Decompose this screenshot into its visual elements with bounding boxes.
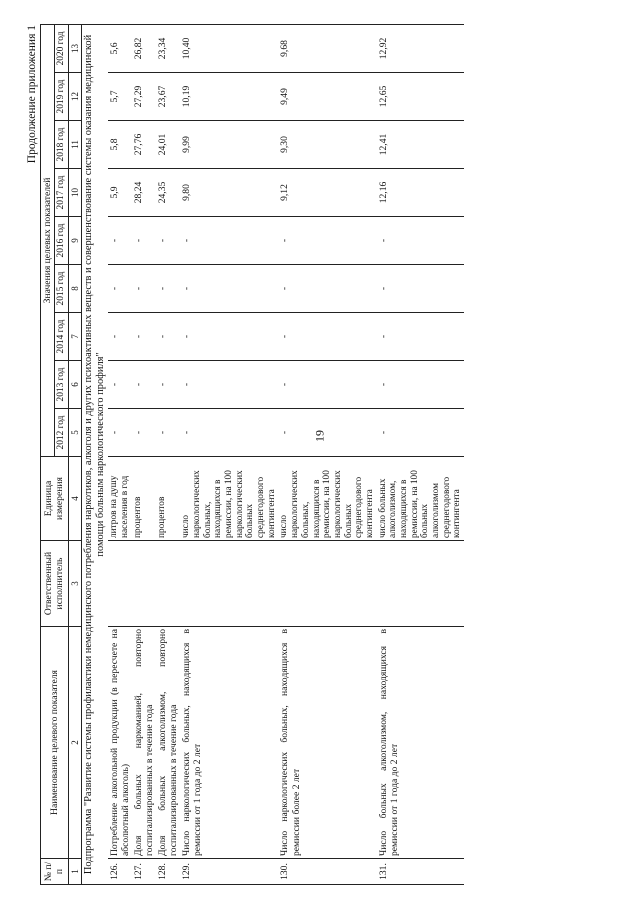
header-year: 2015 год bbox=[55, 265, 69, 313]
indicators-table bbox=[40, 24, 464, 885]
target-value: 9,12 bbox=[278, 169, 376, 217]
indicator-name: Доля больных алкоголизмом, повторно госпитализированных в течение года bbox=[156, 627, 180, 859]
target-value: - bbox=[108, 265, 132, 313]
header-year: 2020 год bbox=[55, 24, 69, 72]
unit-of-measure: число больных алкоголизмом, находящихся в ремиссии, на 100 больных алкоголизмом среднегодового контингента bbox=[377, 457, 465, 541]
col-number: 11 bbox=[68, 121, 81, 169]
target-value: - bbox=[278, 217, 376, 265]
target-value: 24,01 bbox=[156, 121, 180, 169]
target-value: 27,76 bbox=[132, 121, 156, 169]
table-row bbox=[156, 24, 180, 884]
header-year: 2013 год bbox=[55, 361, 69, 409]
target-value: - bbox=[156, 313, 180, 361]
target-value: - bbox=[180, 313, 278, 361]
target-value: 5,8 bbox=[108, 121, 132, 169]
column-numbers-row bbox=[68, 24, 81, 884]
responsible-executor bbox=[132, 541, 156, 627]
target-value: 9,68 bbox=[278, 24, 376, 72]
target-value: - bbox=[278, 265, 376, 313]
target-value: 5,9 bbox=[108, 169, 132, 217]
target-value: - bbox=[108, 313, 132, 361]
target-value: - bbox=[377, 409, 465, 457]
target-value: 10,19 bbox=[180, 73, 278, 121]
row-number: 128. bbox=[156, 859, 180, 885]
indicator-name: Потребление алкогольной продукции (в пересчете на абсолютный алкоголь) bbox=[108, 627, 132, 859]
table-row bbox=[180, 24, 278, 884]
target-value: 9,80 bbox=[180, 169, 278, 217]
target-value: - bbox=[377, 313, 465, 361]
subprogram-title: Подпрограмма "Развитие системы профилактики немедицинского потребления наркотиков, алкоголя и других психоактивных веществ и совершенствование системы оказания медицинской помощи больным наркологического профиля" bbox=[82, 24, 108, 884]
rotated-page-content bbox=[0, 5, 640, 905]
table-row bbox=[377, 24, 465, 884]
table-row bbox=[132, 24, 156, 884]
target-value: - bbox=[132, 409, 156, 457]
header-values-group: Значения целевых показателей bbox=[41, 24, 55, 456]
col-number: 8 bbox=[68, 265, 81, 313]
col-number: 1 bbox=[68, 859, 81, 885]
col-number: 4 bbox=[68, 457, 81, 541]
row-number: 129. bbox=[180, 859, 278, 885]
row-number: 131. bbox=[377, 859, 465, 885]
col-number: 9 bbox=[68, 217, 81, 265]
target-value: - bbox=[108, 361, 132, 409]
target-value: 27,29 bbox=[132, 73, 156, 121]
unit-of-measure: литров на душу населения в год bbox=[108, 457, 132, 541]
target-value: 9,30 bbox=[278, 121, 376, 169]
header-name: Наименование целевого показателя bbox=[41, 627, 69, 859]
target-value: - bbox=[108, 217, 132, 265]
target-value: - bbox=[180, 265, 278, 313]
target-value: - bbox=[132, 265, 156, 313]
header-executor: Ответственный исполнитель bbox=[41, 541, 69, 627]
col-number: 3 bbox=[68, 541, 81, 627]
target-value: - bbox=[377, 361, 465, 409]
appendix-caption: Продолжение приложения 1 bbox=[26, 25, 38, 164]
target-value: - bbox=[132, 217, 156, 265]
header-year: 2016 год bbox=[55, 217, 69, 265]
target-value: - bbox=[180, 409, 278, 457]
target-value: - bbox=[108, 409, 132, 457]
col-number: 10 bbox=[68, 169, 81, 217]
header-num: № п/п bbox=[41, 859, 69, 885]
target-value: 12,41 bbox=[377, 121, 465, 169]
target-value: - bbox=[156, 409, 180, 457]
page-number: 19 bbox=[312, 430, 327, 442]
target-value: - bbox=[278, 361, 376, 409]
target-value: - bbox=[180, 361, 278, 409]
target-value: - bbox=[156, 217, 180, 265]
unit-of-measure: процентов bbox=[132, 457, 156, 541]
target-value: - bbox=[132, 313, 156, 361]
indicator-name: Число больных алкоголизмом, находящихся в ремиссии от 1 года до 2 лет bbox=[377, 627, 465, 859]
indicator-name: Доля больных наркоманией, повторно госпитализированных в течение года bbox=[132, 627, 156, 859]
header-row-1 bbox=[41, 24, 55, 884]
target-value: - bbox=[377, 265, 465, 313]
target-value: 9,99 bbox=[180, 121, 278, 169]
indicator-name: Число наркологических больных, находящихся в ремиссии более 2 лет bbox=[278, 627, 376, 859]
unit-of-measure: число наркологических больных, находящихся в ремиссии, на 100 наркологических больных среднегодового контингента bbox=[180, 457, 278, 541]
unit-of-measure: число наркологических больных, находящихся в ремиссии, на 100 наркологических больных среднегодового контингента bbox=[278, 457, 376, 541]
target-value: 12,65 bbox=[377, 73, 465, 121]
header-year: 2014 год bbox=[55, 313, 69, 361]
row-number: 126. bbox=[108, 859, 132, 885]
col-number: 2 bbox=[68, 627, 81, 859]
target-value: 12,16 bbox=[377, 169, 465, 217]
target-value: 5,7 bbox=[108, 73, 132, 121]
target-value: 12,92 bbox=[377, 24, 465, 72]
target-value: - bbox=[278, 313, 376, 361]
col-number: 5 bbox=[68, 409, 81, 457]
target-value: 26,82 bbox=[132, 24, 156, 72]
target-value: 9,49 bbox=[278, 73, 376, 121]
target-value: - bbox=[180, 217, 278, 265]
responsible-executor bbox=[156, 541, 180, 627]
row-number: 130. bbox=[278, 859, 376, 885]
target-value: - bbox=[156, 361, 180, 409]
indicator-name: Число наркологических больных, находящихся в ремиссии от 1 года до 2 лет bbox=[180, 627, 278, 859]
col-number: 12 bbox=[68, 73, 81, 121]
target-value: 23,67 bbox=[156, 73, 180, 121]
indicator-rows bbox=[108, 24, 464, 884]
col-number: 13 bbox=[68, 24, 81, 72]
header-unit: Единица измерения bbox=[41, 457, 69, 541]
col-number: 6 bbox=[68, 361, 81, 409]
responsible-executor bbox=[108, 541, 132, 627]
col-number: 7 bbox=[68, 313, 81, 361]
responsible-executor bbox=[377, 541, 465, 627]
row-number: 127. bbox=[132, 859, 156, 885]
subprogram-row bbox=[82, 24, 108, 884]
target-value: 24,35 bbox=[156, 169, 180, 217]
responsible-executor bbox=[180, 541, 278, 627]
target-value: - bbox=[156, 265, 180, 313]
header-year: 2018 год bbox=[55, 121, 69, 169]
responsible-executor bbox=[278, 541, 376, 627]
header-year: 2012 год bbox=[55, 409, 69, 457]
header-year: 2017 год bbox=[55, 169, 69, 217]
unit-of-measure: процентов bbox=[156, 457, 180, 541]
header-year: 2019 год bbox=[55, 73, 69, 121]
target-value: - bbox=[377, 217, 465, 265]
target-value: 10,40 bbox=[180, 24, 278, 72]
table-row bbox=[278, 24, 376, 884]
table-row bbox=[108, 24, 132, 884]
target-value: 23,34 bbox=[156, 24, 180, 72]
target-value: 28,24 bbox=[132, 169, 156, 217]
target-value: - bbox=[278, 409, 376, 457]
target-value: - bbox=[132, 361, 156, 409]
target-value: 5,6 bbox=[108, 24, 132, 72]
